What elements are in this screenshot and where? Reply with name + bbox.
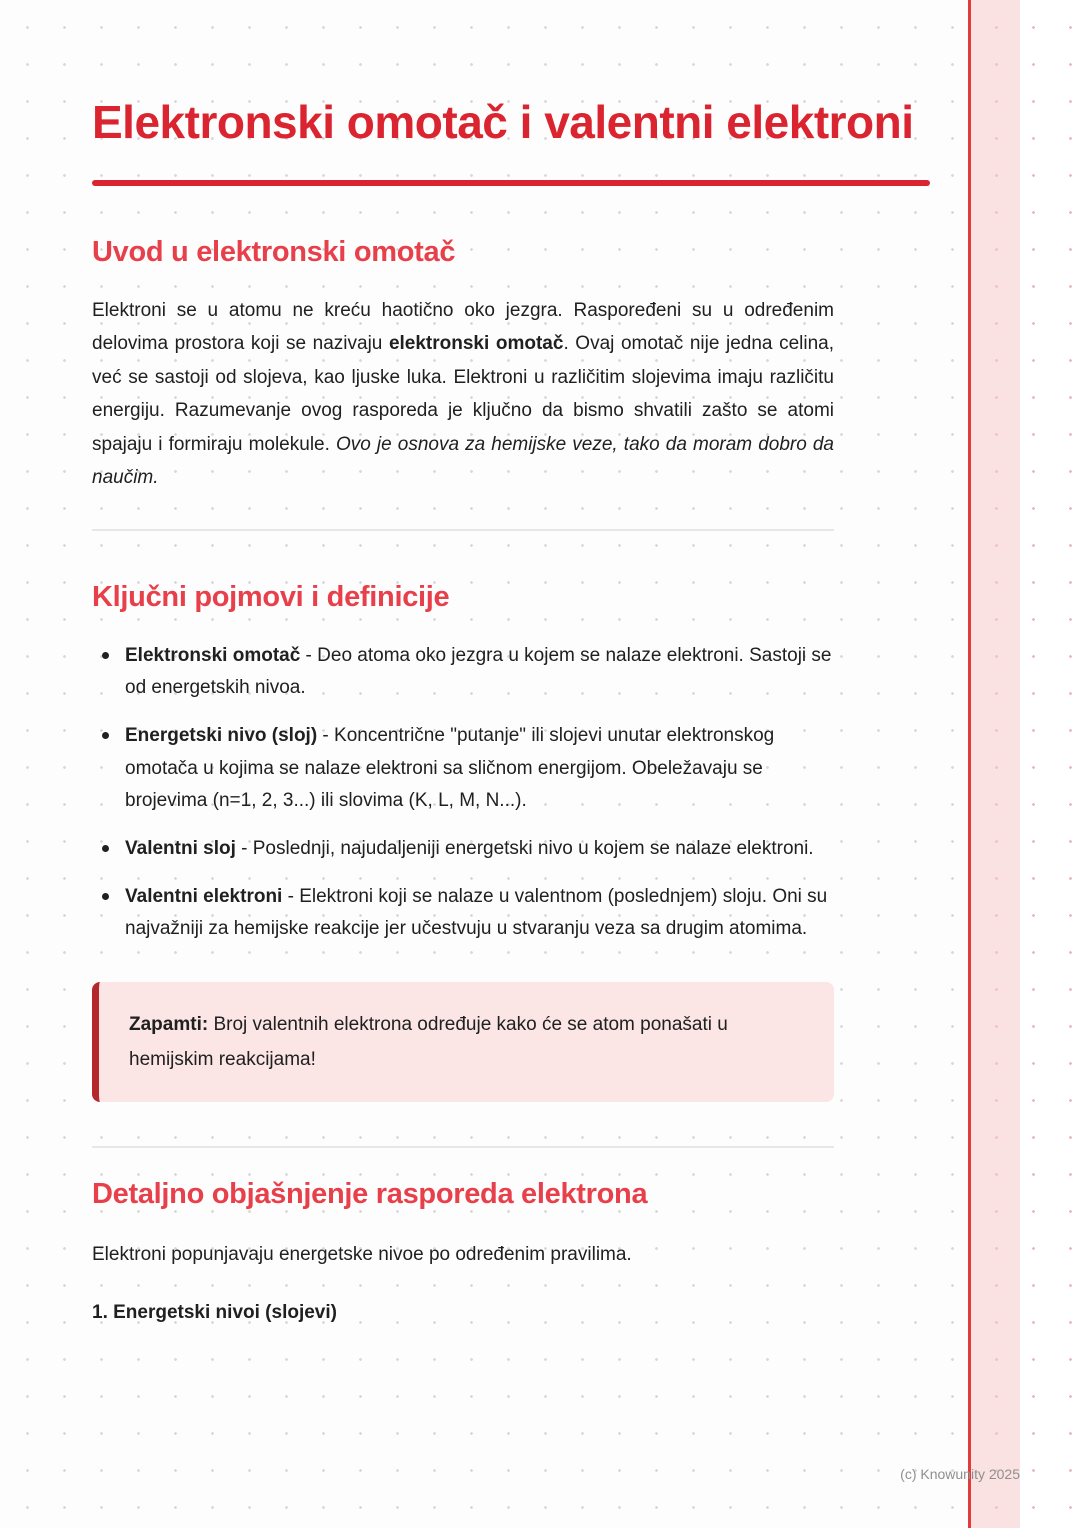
list-item — [92, 881, 834, 946]
term-definition: - Poslednji, najudaljeniji energetski nivo u kojem se nalaze elektroni. — [235, 837, 814, 859]
intro-text-bold: elektronski omotač — [388, 333, 564, 355]
detail-paragraph: Elektroni popunjavaju energetske nivoe po određenim pravilima. — [92, 1244, 632, 1266]
term-label: Energetski nivo (sloj) — [125, 724, 318, 746]
document-body — [92, 0, 914, 1324]
detail-subheading: 1. Energetski nivoi (slojevi) — [92, 1301, 337, 1323]
bullet-icon — [102, 652, 109, 659]
bullet-icon — [102, 732, 109, 739]
footer-credit: (c) Knowunity 2025 — [900, 1466, 1020, 1482]
page-title: Elektronski omotač i valentni elektroni — [92, 96, 914, 148]
section-heading-intro: Uvod u elektronski omotač — [92, 235, 456, 268]
title-underline-rule — [92, 180, 930, 186]
term-label: Elektronski omotač — [125, 644, 301, 666]
term-definition: - Deo atoma oko jezgra u kojem se nalaze elektroni. Sastoji se od energetskih nivoa. — [125, 644, 832, 699]
right-decorative-stripe — [968, 0, 1080, 1528]
bullet-icon — [102, 893, 109, 900]
callout-text: Broj valentnih elektrona određuje kako će se atom ponašati u hemijskim reakcijama! — [129, 1013, 728, 1071]
intro-text-1: Elektroni se u atomu ne kreću haotično oko jezgra. Raspoređeni su u određenim delovima prostora koji se nazivaju — [92, 299, 834, 355]
section-heading-detail: Detaljno objašnjenje rasporeda elektrona — [92, 1178, 648, 1211]
term-label: Valentni elektroni — [125, 885, 283, 907]
callout-label: Zapamti: — [129, 1013, 209, 1035]
term-definition: - Elektroni koji se nalaze u valentnom (poslednjem) sloju. Oni su najvažniji za hemijske reakcije jer učestvuju u stvaranju veza sa drugim atomima. — [125, 885, 828, 940]
intro-text-2: . Ovaj omotač nije jedna celina, već se sastoji od slojeva, kao ljuske luka. Elektroni u različitim slojevima imaju različitu energiju. Razumevanje ovog rasporeda je ključno da bismo shvatili zašto se atomi spajaju i formiraju molekule. — [92, 333, 834, 455]
list-item — [92, 640, 834, 705]
intro-text-italic: Ovo je osnova za hemijske veze, tako da moram dobro da naučim. — [92, 433, 835, 489]
remember-callout — [92, 982, 834, 1102]
intro-paragraph — [92, 294, 834, 495]
term-definition: - Koncentrične "putanje" ili slojevi unutar elektronskog omotača u kojima se nalaze elektroni sa sličnom energijom. Obeležavaju se brojevima (n=1, 2, 3...) ili slovima (K, L, M, N...). — [125, 724, 775, 812]
section-heading-key-terms: Ključni pojmovi i definicije — [92, 580, 450, 613]
stripe-pink-band — [971, 0, 1020, 1528]
list-item — [92, 720, 834, 818]
key-terms-list — [92, 640, 834, 946]
bullet-icon — [102, 845, 109, 852]
term-label: Valentni sloj — [125, 837, 236, 859]
list-item — [92, 833, 834, 866]
section-divider — [92, 1146, 834, 1148]
section-divider — [92, 529, 834, 531]
